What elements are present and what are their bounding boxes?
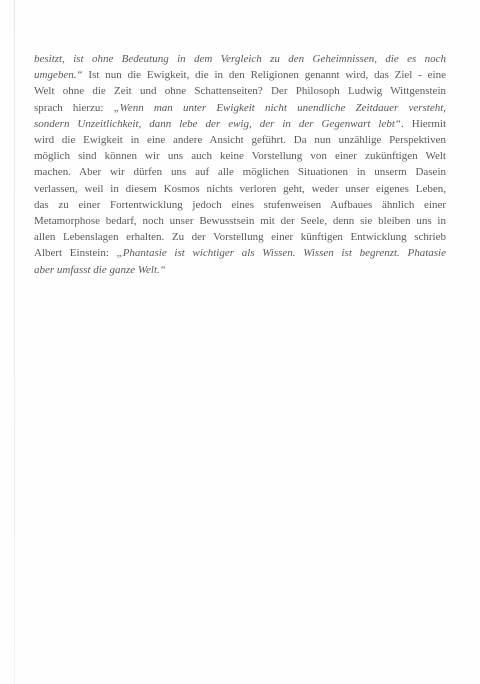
text-segment: möglich sind können wir uns auch keine Vorstellung von einer zukünftigen Welt bbox=[34, 150, 446, 163]
text-segment: sondern Unzeitlichkeit, dann lebe der ewig, der in der Gegenwart lebt“ bbox=[34, 117, 402, 130]
text-line-13 bbox=[34, 245, 446, 261]
text-line-10 bbox=[34, 197, 446, 213]
text-segment: allen Lebenslagen erhalten. Zu der Vorstellung einer künftigen Entwicklung schrieb bbox=[34, 231, 446, 244]
text-line-6 bbox=[34, 132, 446, 148]
text-line-12 bbox=[34, 229, 446, 245]
text-segment: verlassen, weil in diesem Kosmos nichts verloren geht, weder unser eigenes Leben, bbox=[34, 182, 446, 195]
text-line-2 bbox=[34, 67, 446, 83]
text-line-9 bbox=[34, 181, 446, 197]
text-line-3 bbox=[34, 83, 446, 99]
text-line-1 bbox=[34, 51, 446, 67]
text-segment: Welt ohne die Zeit und ohne Schattenseiten? Der Philosoph Ludwig Wittgenstein bbox=[34, 85, 446, 98]
text-segment: Ist nun die Ewigkeit, die in den Religionen genannt wird, das Ziel - eine bbox=[82, 69, 446, 82]
text-segment: Albert Einstein: bbox=[34, 247, 117, 260]
text-segment: . Hiermit bbox=[401, 117, 446, 130]
text-line-7 bbox=[34, 148, 446, 164]
text-line-8 bbox=[34, 164, 446, 180]
text-segment: machen. Aber wir dürfen uns auf alle möglichen Situationen in unserm Dasein bbox=[34, 166, 446, 179]
scan-edge-shadow bbox=[14, 0, 15, 684]
text-segment: umgeben.“ bbox=[34, 69, 83, 82]
text-segment: aber umfasst die ganze Welt.“ bbox=[34, 263, 166, 276]
text-segment: wird die Ewigkeit in eine andere Ansicht geführt. Da nun unzählige Perspektiven bbox=[34, 134, 446, 147]
text-segment: „Wenn man unter Ewigkeit nicht unendliche Zeitdauer versteht, bbox=[113, 101, 447, 114]
text-line-11 bbox=[34, 213, 446, 229]
text-segment: besitzt, ist ohne Bedeutung in dem Vergleich zu den Geheimnissen, die es noch bbox=[34, 53, 446, 65]
body-text bbox=[34, 51, 446, 278]
text-line-14 bbox=[34, 262, 446, 278]
text-line-5 bbox=[34, 116, 446, 132]
text-segment: das zu einer Fortentwicklung jedoch eines stufenweisen Aufbaues ähnlich einer bbox=[34, 198, 446, 211]
text-segment: „Phantasie ist wichtiger als Wissen. Wissen ist begrenzt. Phatasie bbox=[116, 247, 446, 260]
text-segment: Metamorphose bedarf, noch unser Bewusstsein mit der Seele, denn sie bleiben uns in bbox=[34, 215, 446, 228]
text-line-4 bbox=[34, 100, 446, 116]
text-segment: sprach hierzu: bbox=[34, 101, 114, 114]
